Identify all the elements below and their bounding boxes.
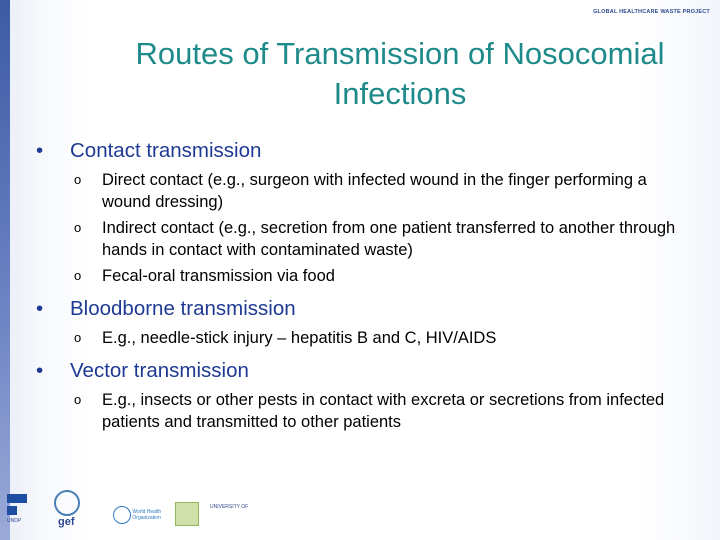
section-vector [28, 358, 688, 383]
contact-sublist [28, 169, 688, 287]
who-emblem-icon [113, 506, 131, 524]
section-contact [28, 138, 688, 163]
gef-logo [40, 490, 100, 536]
sub-bullet-icon: o [74, 172, 82, 187]
project-tag: GLOBAL HEALTHCARE WASTE PROJECT [593, 9, 710, 15]
list-item [28, 217, 688, 261]
title-line-2: Infections [333, 76, 467, 111]
list-item-text: Indirect contact (e.g., secretion from one patient transferred to another through hands in contact with contaminated waste) [102, 219, 676, 259]
list-item [28, 389, 688, 433]
who-logo-text: World Health Organization [132, 509, 162, 521]
who-logo [113, 506, 168, 528]
partner-logos-footer [0, 488, 720, 540]
list-item-text: E.g., needle-stick injury – hepatitis B and C, HIV/AIDS [102, 329, 497, 347]
bloodborne-sublist [28, 327, 688, 349]
slide-title [60, 34, 720, 114]
left-accent-bar [0, 0, 10, 540]
vector-sublist [28, 389, 688, 433]
section-label: Vector transmission [70, 359, 249, 382]
undp-logo-text: UNDP [7, 518, 22, 524]
sub-bullet-icon: o [74, 330, 82, 345]
section-label: Contact transmission [70, 139, 262, 162]
bullet-icon: • [36, 359, 44, 382]
sub-bullet-icon: o [74, 392, 82, 407]
gef-logo-text: gef [58, 516, 75, 528]
list-item-text: Fecal-oral transmission via food [102, 267, 335, 285]
title-line-1: Routes of Transmission of Nosocomial [135, 36, 665, 71]
undp-logo [7, 494, 27, 534]
sub-bullet-icon: o [74, 268, 82, 283]
bullet-icon: • [36, 139, 44, 162]
list-item [28, 265, 688, 287]
bullet-icon: • [36, 297, 44, 320]
list-item [28, 169, 688, 213]
list-item [28, 327, 688, 349]
globe-icon [54, 490, 80, 516]
partner-square-icon [175, 502, 199, 526]
university-logo-text: UNIVERSITY OF [210, 504, 249, 510]
list-item-text: E.g., insects or other pests in contact with excreta or secretions from infected patients and transmitted to other patients [102, 391, 665, 431]
sub-bullet-icon: o [74, 220, 82, 235]
bullet-content [28, 138, 688, 433]
university-logo [210, 504, 270, 526]
list-item-text: Direct contact (e.g., surgeon with infected wound in the finger performing a wound dressing) [102, 171, 647, 211]
section-label: Bloodborne transmission [70, 297, 296, 320]
section-bloodborne [28, 296, 688, 321]
